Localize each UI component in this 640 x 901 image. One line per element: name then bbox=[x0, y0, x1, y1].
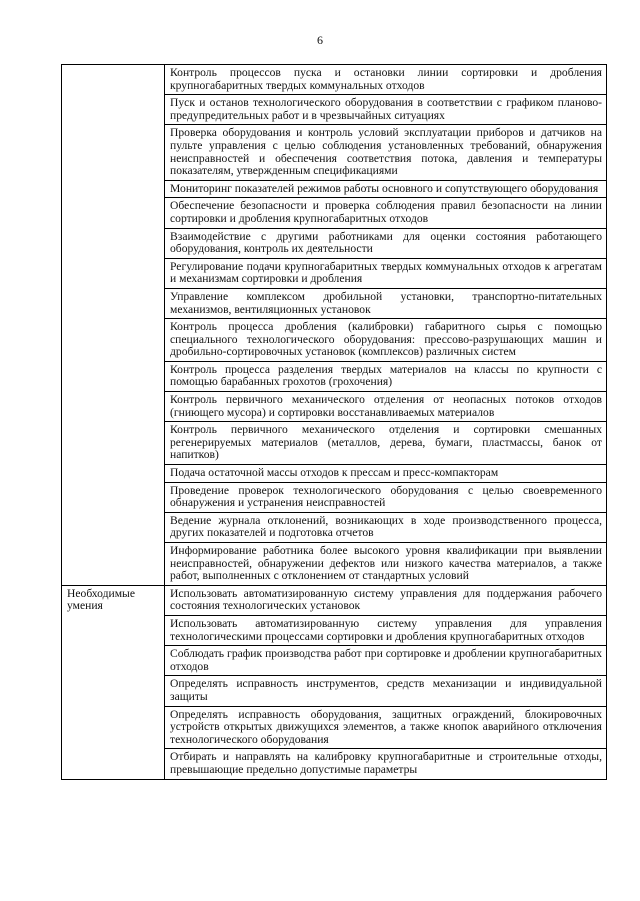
item-cell: Ведение журнала отклонений, возникающих в ходе производственного процесса, других показателей и подготовка отчетов bbox=[165, 512, 607, 542]
item-cell: Соблюдать график производства работ при сортировке и дроблении крупногабаритных отходов bbox=[165, 646, 607, 676]
page-number: 6 bbox=[317, 33, 323, 47]
item-cell: Контроль процессов пуска и остановки линии сортировки и дробления крупногабаритных твердых коммунальных отходов bbox=[165, 65, 607, 95]
table-row bbox=[62, 585, 607, 615]
item-cell: Использовать автоматизированную систему управления для поддержания рабочего состояния технологических установок bbox=[165, 585, 607, 615]
item-cell: Управление комплексом дробильной установки, транспортно-питательных механизмов, вентиляционных установок bbox=[165, 288, 607, 318]
table-row bbox=[62, 65, 607, 95]
section-label-cell bbox=[62, 65, 165, 586]
item-cell: Проверка оборудования и контроль условий эксплуатации приборов и датчиков на пульте управления с целью соблюдения установленных требований, обнаружения неисправностей и обеспечения соответствия потока, давления и температуры показателям, утвержденным спецификациями bbox=[165, 125, 607, 180]
section-label-cell: Необходимые умения bbox=[62, 585, 165, 779]
item-cell: Обеспечение безопасности и проверка соблюдения правил безопасности на линии сортировки и дробления крупногабаритных отходов bbox=[165, 198, 607, 228]
item-cell: Контроль первичного механического отделения от неопасных потоков отходов (гниющего мусора) и сортировки восстанавливаемых материалов bbox=[165, 392, 607, 422]
item-cell: Контроль процесса разделения твердых материалов на классы по крупности с помощью барабанных грохотов (грохочения) bbox=[165, 361, 607, 391]
table-body bbox=[62, 65, 607, 780]
item-cell: Подача остаточной массы отходов к прессам и пресс-компакторам bbox=[165, 465, 607, 483]
item-cell: Информирование работника более высокого уровня квалификации при выявлении неисправностей, обнаружении дефектов или низкого качества материалов, а также работ, выполненных с отклонением от стандартных условий bbox=[165, 543, 607, 586]
item-cell: Контроль первичного механического отделения и сортировки смешанных регенерируемых материалов (металлов, дерева, бумаги, пластмассы, банок от напитков) bbox=[165, 422, 607, 465]
item-cell: Регулирование подачи крупногабаритных твердых коммунальных отходов к агрегатам и механизмам сортировки и дробления bbox=[165, 258, 607, 288]
item-cell: Проведение проверок технологического оборудования с целью своевременного обнаружения и устранения неисправностей bbox=[165, 482, 607, 512]
item-cell: Использовать автоматизированную систему управления для управления технологическими процессами сортировки и дробления крупногабаритных отходов bbox=[165, 615, 607, 645]
item-cell: Взаимодействие с другими работниками для оценки состояния работающего оборудования, контроль их деятельности bbox=[165, 228, 607, 258]
item-cell: Мониторинг показателей режимов работы основного и сопутствующего оборудования bbox=[165, 180, 607, 198]
item-cell: Контроль процесса дробления (калибровки) габаритного сырья с помощью специального технологического оборудования: прессово-разрушающих машин и дробильно-сортировочных установок (комплексов) различных систем bbox=[165, 319, 607, 362]
requirements-table bbox=[61, 64, 607, 780]
item-cell: Отбирать и направлять на калибровку крупногабаритные и строительные отходы, превышающие предельно допустимые параметры bbox=[165, 749, 607, 779]
item-cell: Пуск и останов технологического оборудования в соответствии с графиком планово-предупредительных работ и в чрезвычайных ситуациях bbox=[165, 95, 607, 125]
item-cell: Определять исправность оборудования, защитных ограждений, блокировочных устройств открытых движущихся элементов, а также кнопок аварийного отключения технологического оборудования bbox=[165, 706, 607, 749]
item-cell: Определять исправность инструментов, средств механизации и индивидуальной защиты bbox=[165, 676, 607, 706]
